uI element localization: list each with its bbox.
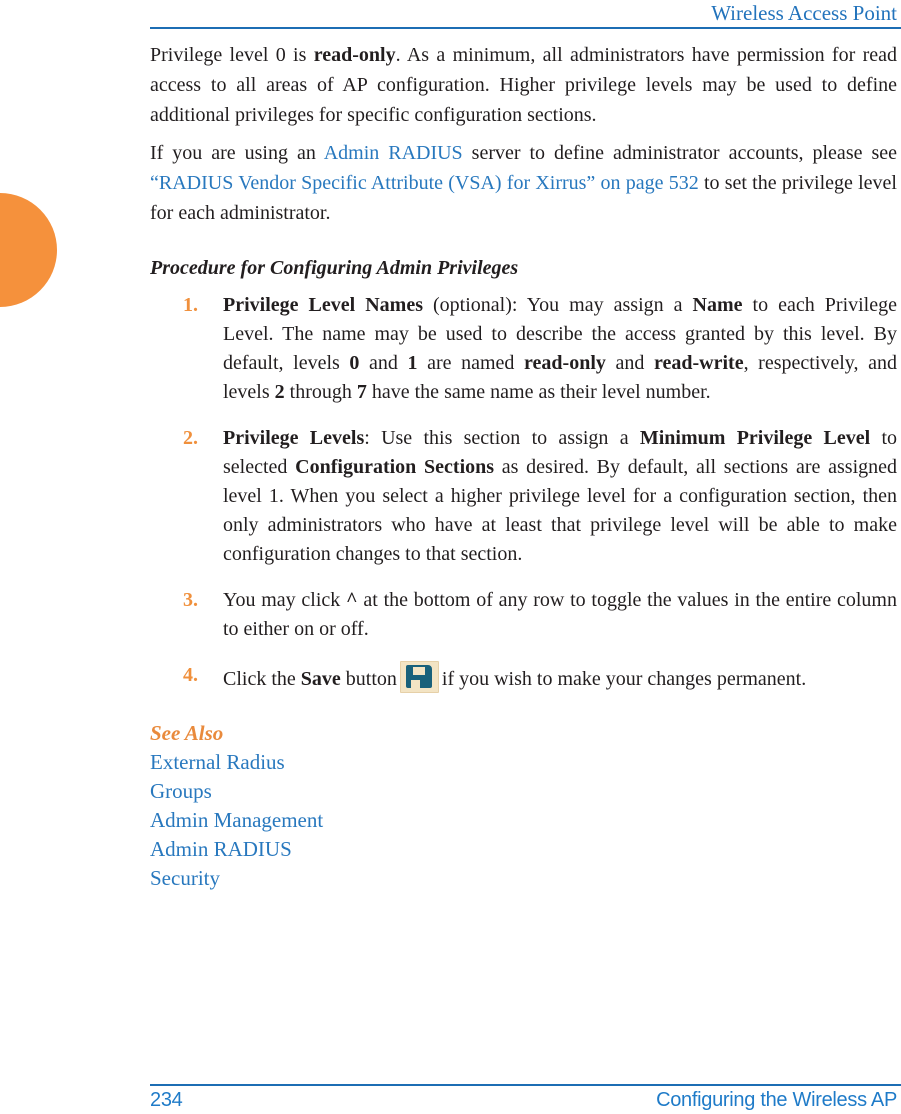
text-run: at the bottom of any row to toggle the values in the entire column to either on or off. [223,589,897,640]
step-text [223,589,897,640]
text-run: 1 [407,352,418,374]
text-run: Privilege Levels [223,427,365,449]
page-footer [150,1089,897,1112]
step-text [223,294,897,403]
text-run: , respectively, and levels [223,352,897,403]
see-also-link[interactable]: Admin RADIUS [150,837,292,861]
text-run: Click the [223,668,301,690]
text-run: are named [417,352,525,374]
step-text [223,427,897,565]
see-also-link[interactable]: Security [150,866,220,890]
text-run: to selected [223,427,897,478]
see-also-links [150,748,897,893]
text-run: as desired. By default, all sections are assigned level 1. When you select a higher privilege level for a configuration section, then only administrators who have at least that privilege level will be able to make configuration changes to that section. [223,456,898,565]
text-run: If you are using an [150,142,324,164]
footer-rule [150,1084,901,1086]
text-run: You may click [223,589,347,611]
text-run: ^ [346,589,358,611]
procedure-step-3 [150,586,897,644]
text-run: server to define administrator accounts, please see [462,142,897,164]
step-number: 4. [183,664,198,686]
header-title: Wireless Access Point [711,1,897,25]
text-run: Configuration Sections [295,456,495,478]
text-run: Privilege Level Names [223,294,423,316]
text-run: Name [692,294,743,316]
text-run: (optional): You may assign a [422,294,693,316]
paragraph-admin-radius [150,138,897,228]
text-run: to set the privilege level for each administrator. [150,172,897,224]
page-content [150,40,897,893]
procedure-step-1 [150,291,897,407]
step-number: 2. [183,427,198,449]
text-run: 0 [349,352,360,374]
text-run: 7 [356,381,367,403]
text-run: Minimum Privilege Level [639,427,871,449]
see-also-link[interactable]: External Radius [150,750,285,774]
paragraph-privilege-level [150,40,897,130]
text-run: 2 [274,381,285,403]
text-run: read-only [313,44,396,66]
chapter-tab [0,193,57,307]
text-run: and [605,352,654,374]
footer-section-title: Configuring the Wireless AP [656,1089,897,1111]
see-also-heading: See Also [150,721,224,745]
text-run: through [284,381,357,403]
step-text [223,668,806,690]
text-run: button [340,668,397,690]
text-run: Save [300,668,341,690]
inline-link[interactable]: Admin RADIUS [323,142,463,164]
step-number: 1. [183,294,198,316]
text-run: if you wish to make your changes permanent. [441,668,807,690]
see-also-link[interactable]: Groups [150,779,212,803]
step-number: 3. [183,589,198,611]
text-run: read-only [524,352,606,374]
save-icon [400,661,439,693]
text-run: Privilege level 0 is [150,44,314,66]
text-run: : Use this section to assign a [364,427,640,449]
procedure-step-4 [150,661,897,694]
procedure-step-2 [150,424,897,569]
procedure-heading: Procedure for Configuring Admin Privileges [150,257,519,279]
text-run: . As a minimum, all administrators have permission for read access to all areas of AP configuration. Higher privilege levels may be used to define additional privileges for specific configuration sections. [150,44,897,126]
text-run: read-write [653,352,744,374]
text-run: and [359,352,408,374]
see-also-link[interactable]: Admin Management [150,808,324,832]
footer-page-number: 234 [150,1089,183,1111]
inline-link[interactable]: “RADIUS Vendor Specific Attribute (VSA) for Xirrus” on page 532 [150,172,699,194]
header-rule [150,27,901,29]
text-run: to each Privilege Level. The name may be used to describe the access granted by this level. By default, levels [223,294,897,374]
text-run: have the same name as their level number. [366,381,711,403]
procedure-list [150,291,897,694]
